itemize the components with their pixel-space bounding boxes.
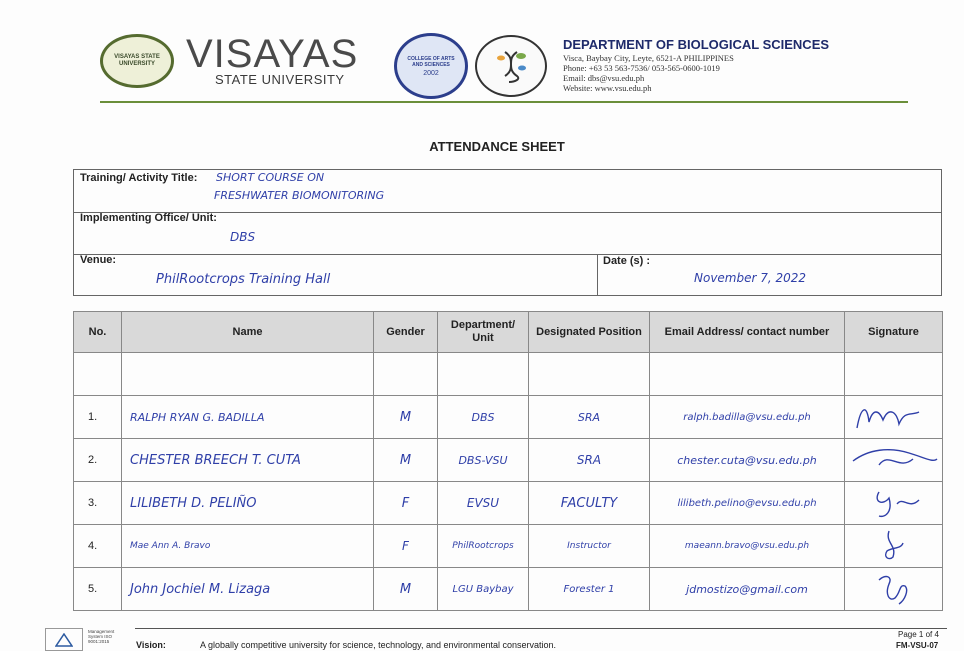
row-no: 3. [74,482,122,525]
row-signature [845,568,943,611]
signature-icon [849,570,939,606]
row-position: SRA [529,439,650,482]
row-position [529,353,650,396]
form-code: FM-VSU-07 [896,641,939,650]
row-dept: EVSU [438,482,529,525]
row-name: LILIBETH D. PELIÑO [122,482,374,525]
row-email: ralph.badilla@vsu.edu.ph [650,396,845,439]
venue-value: PhilRootcrops Training Hall [156,272,331,287]
row-no: 2. [74,439,122,482]
vision-text: A globally competitive university for science, technology, and environmental conservation. [200,640,557,650]
row-name: John Jochiel M. Lizaga [122,568,374,611]
row-gender: F [374,482,438,525]
table-row [74,439,943,482]
attendance-table [73,311,943,611]
department-email: Email: dbs@vsu.edu.ph [563,73,645,83]
table-row [74,353,943,396]
implementing-office-value: DBS [230,230,256,244]
row-email: chester.cuta@vsu.edu.ph [650,439,845,482]
row-position: FACULTY [529,482,650,525]
row-no: 4. [74,525,122,568]
header-divider [100,101,908,103]
venue-label: Venue: [80,254,117,266]
page-title: ATTENDANCE SHEET [429,139,565,154]
table-row [74,525,943,568]
vsu-seal-text: VISAYAS STATE UNIVERSITY [114,54,160,67]
iso-triangle-icon [55,633,73,647]
header-department: Department/ Unit [438,312,529,353]
date-label: Date (s) : [603,255,651,267]
dna-leaf-icon [491,46,531,86]
iso-text: Management System ISO 9001:2015 [88,629,115,644]
header-email: Email Address/ contact number [650,312,845,353]
row-no [74,353,122,396]
row-dept: DBS-VSU [438,439,529,482]
row-name: RALPH RYAN G. BADILLA [122,396,374,439]
header-gender: Gender [374,312,438,353]
header-no: No. [74,312,122,353]
department-seal [475,35,547,97]
row-gender: F [374,525,438,568]
row-email: lilibeth.pelino@evsu.edu.ph [650,482,845,525]
row-signature [845,482,943,525]
iso-badge [45,628,83,651]
department-name: DEPARTMENT OF BIOLOGICAL SCIENCES [563,37,830,52]
activity-title-line1: SHORT COURSE ON [216,171,325,184]
signature-icon [849,527,939,563]
row-name: Mae Ann A. Bravo [122,525,374,568]
row-dept [438,353,529,396]
row-gender: M [374,568,438,611]
row-signature [845,396,943,439]
row-email: maeann.bravo@vsu.edu.ph [650,525,845,568]
activity-title-label: Training/ Activity Title: [80,172,198,184]
row-dept: DBS [438,396,529,439]
date-value: November 7, 2022 [694,271,807,285]
table-row [74,396,943,439]
university-logo-text: VISAYAS [186,32,359,76]
department-website: Website: www.vsu.edu.ph [563,83,652,93]
activity-title-box [73,169,942,213]
table-header-row [74,312,943,353]
signature-icon [849,441,939,477]
university-logo-subtext: STATE UNIVERSITY [215,72,345,87]
row-name [122,353,374,396]
vision-label: Vision: [136,640,166,650]
footer-divider [135,628,947,629]
college-seal-year: 2002 [423,69,439,77]
row-position: Instructor [529,525,650,568]
row-signature [845,525,943,568]
table-row [74,482,943,525]
row-position: Forester 1 [529,568,650,611]
row-dept: PhilRootcrops [438,525,529,568]
college-seal [394,33,468,99]
row-dept: LGU Baybay [438,568,529,611]
college-seal-text: COLLEGE OF ARTS AND SCIENCES [407,55,455,68]
header-signature: Signature [845,312,943,353]
header-name: Name [122,312,374,353]
row-name: CHESTER BREECH T. CUTA [122,439,374,482]
row-gender [374,353,438,396]
venue-date-divider [597,254,598,295]
row-gender: M [374,439,438,482]
header-position: Designated Position [529,312,650,353]
department-address: Visca, Baybay City, Leyte, 6521-A PHILIPPINES [563,53,734,63]
table-row [74,568,943,611]
vsu-seal [100,34,174,88]
row-signature [845,439,943,482]
venue-date-box [73,254,942,296]
page-number: Page 1 of 4 [898,630,939,639]
implementing-office-label: Implementing Office/ Unit: [80,212,217,224]
row-no: 1. [74,396,122,439]
activity-title-line2: FRESHWATER BIOMONITORING [214,189,385,202]
row-signature [845,353,943,396]
row-no: 5. [74,568,122,611]
row-email: jdmostizo@gmail.com [650,568,845,611]
row-gender: M [374,396,438,439]
row-position: SRA [529,396,650,439]
row-email [650,353,845,396]
implementing-office-box [73,212,942,255]
signature-icon [849,398,939,434]
department-phone: Phone: +63 53 563-7536/ 053-565-0600-1019 [563,63,720,73]
signature-icon [849,484,939,520]
